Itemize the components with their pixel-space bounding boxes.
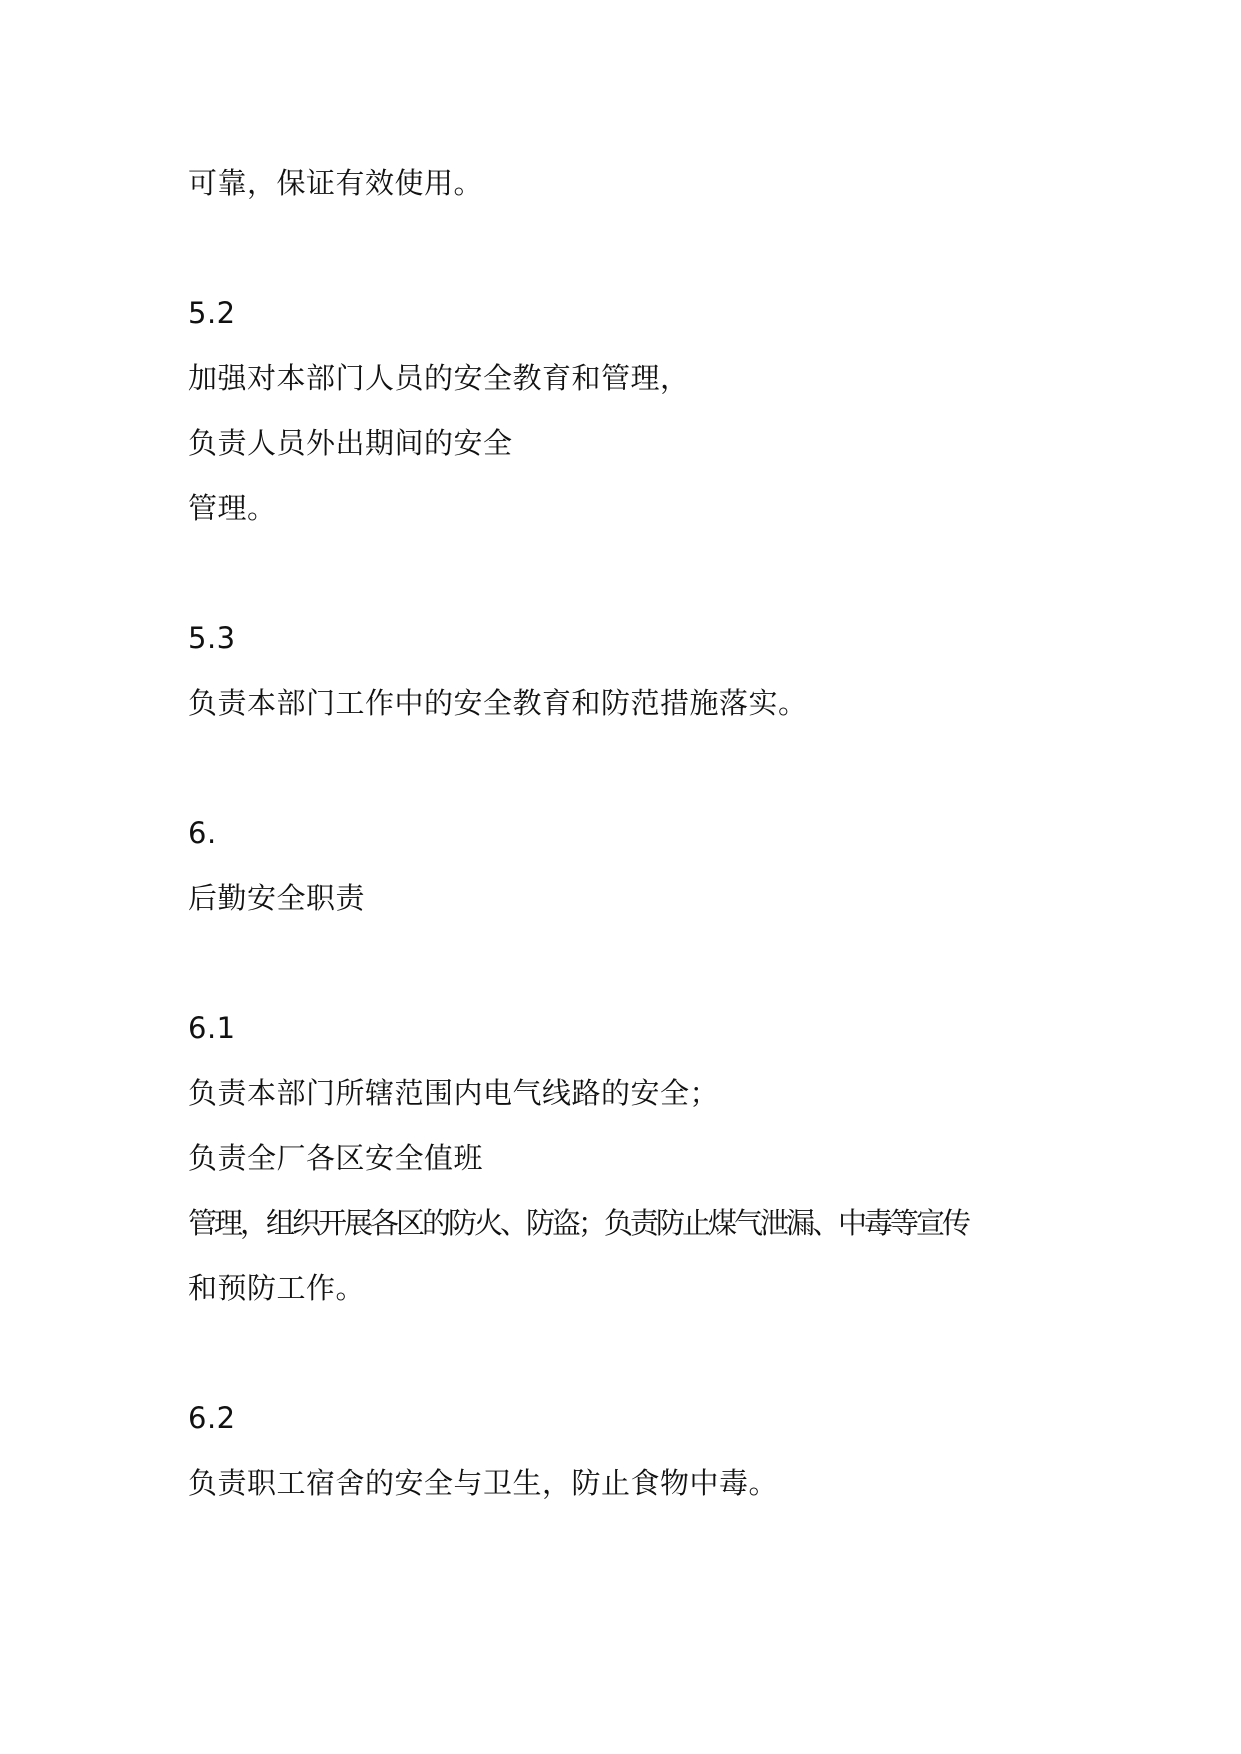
section-number: 6. (188, 816, 217, 850)
section-number: 5.3 (188, 621, 236, 655)
section-number: 6.2 (188, 1401, 236, 1435)
paragraph-line: 可靠，保证有效使用。 (188, 166, 484, 200)
paragraph-line: 负责职工宿舍的安全与卫生，防止食物中毒。 (188, 1466, 779, 1500)
section-heading: 后勤安全职责 (188, 881, 366, 915)
paragraph-line: 负责人员外出期间的安全 (188, 426, 513, 460)
paragraph-line: 管理，组织开展各区的防火、防盗；负责防止煤气泄漏、中毒等宣传 (188, 1206, 969, 1240)
section-number: 5.2 (188, 296, 236, 330)
paragraph-line: 负责本部门所辖范围内电气线路的安全； (188, 1076, 720, 1110)
section-number: 6.1 (188, 1011, 236, 1045)
paragraph-line: 负责全厂各区安全值班 (188, 1141, 484, 1175)
paragraph-line: 管理。 (188, 491, 277, 525)
paragraph-line: 负责本部门工作中的安全教育和防范措施落实。 (188, 686, 808, 720)
paragraph-line: 和预防工作。 (188, 1271, 366, 1305)
paragraph-line: 加强对本部门人员的安全教育和管理， (188, 361, 690, 395)
